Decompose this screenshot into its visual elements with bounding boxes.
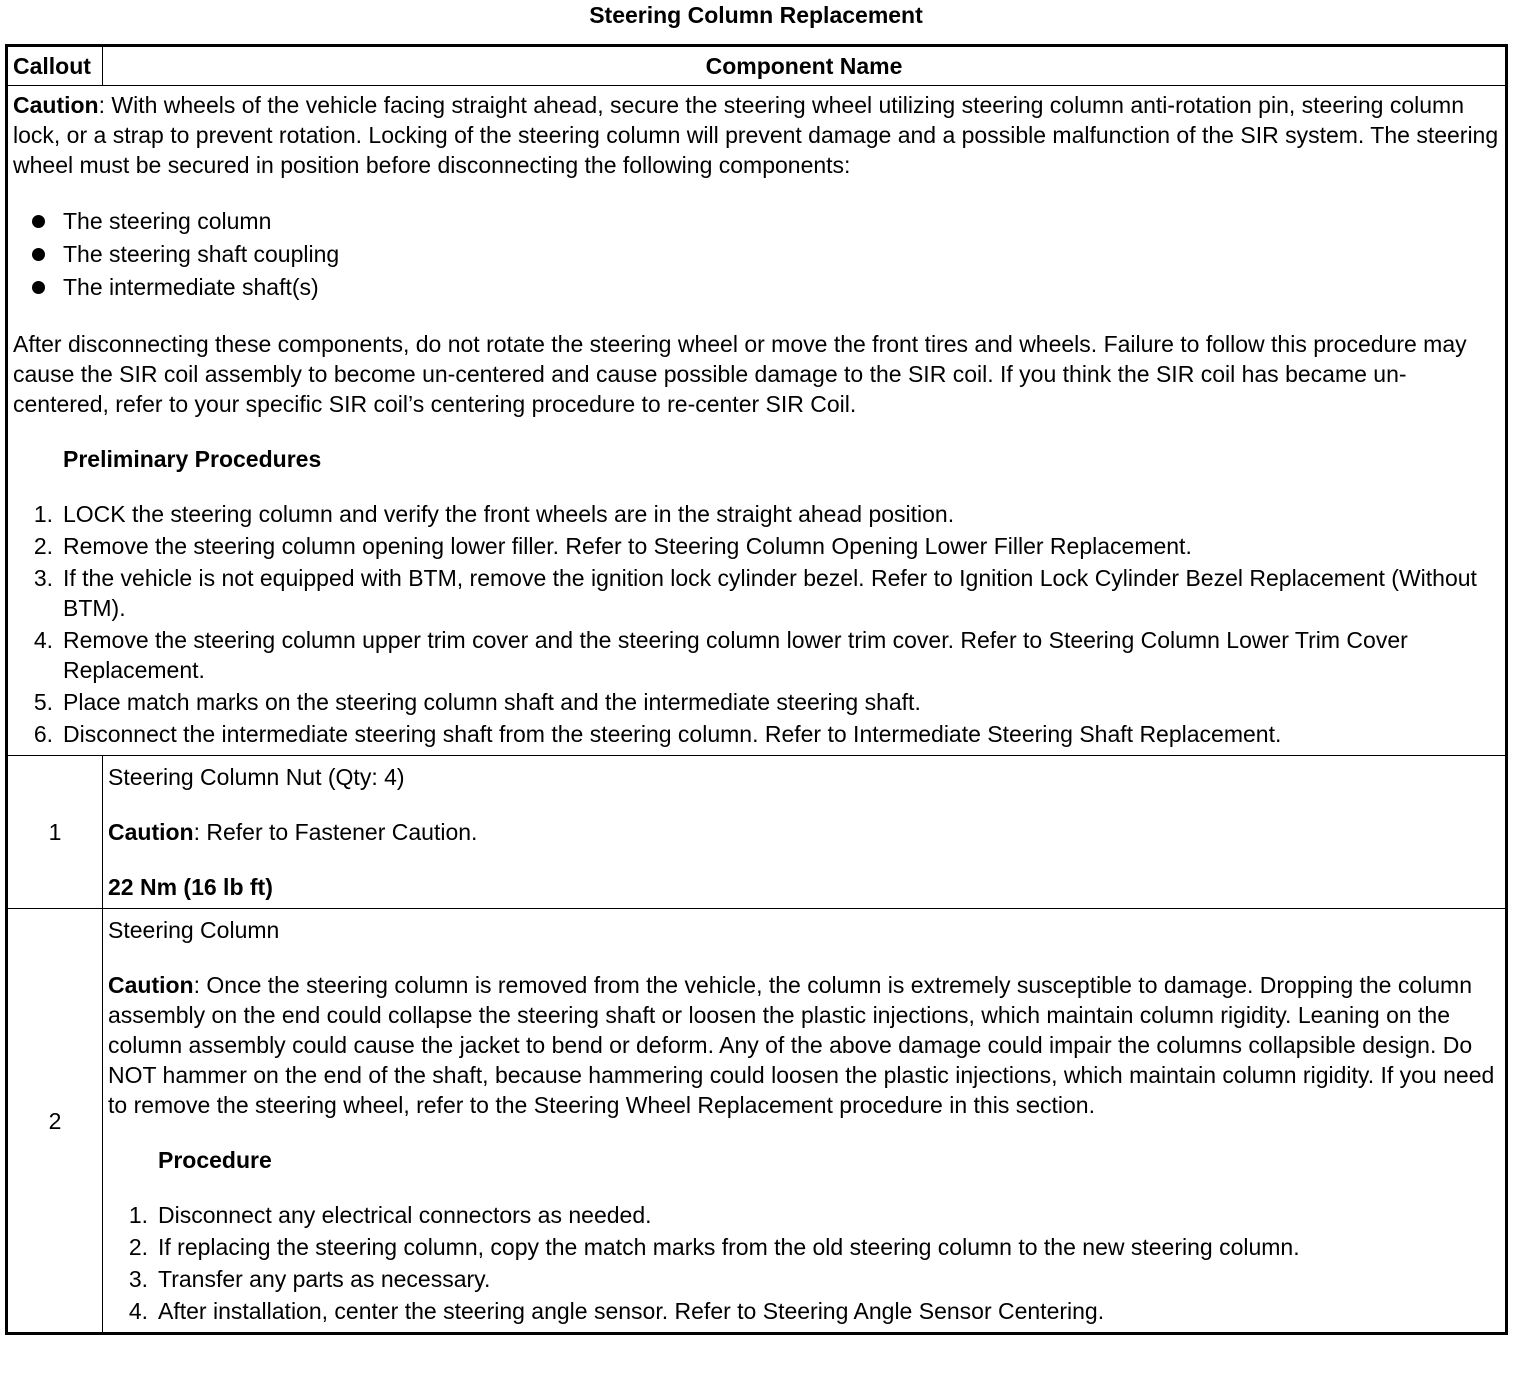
caution-text: : Refer to Fastener Caution. [193,819,478,845]
component-name-header: Component Name [103,46,1507,86]
caution-label: Caution [13,92,99,118]
table-header-row [7,46,1507,86]
list-item: 2. If replacing the steering column, copy the match marks from the old steering column to the new steering column. [128,1234,1300,1260]
list-item: 3. If the vehicle is not equipped with BTM, remove the ignition lock cylinder bezel. Refer to Ignition Lock Cylinder Bezel Replacement (Without BTM). [33,565,1477,621]
list-item: The steering shaft coupling [13,238,1500,271]
list-item: 4. After installation, center the steering angle sensor. Refer to Steering Angle Sensor Centering. [128,1298,1105,1324]
callout-number: 2 [7,909,103,1334]
callout-number: 1 [7,756,103,909]
component-name: Steering Column [108,917,280,943]
caution-label: Caution [108,819,194,845]
procedure-steps [108,1200,1500,1326]
list-item: 1. LOCK the steering column and verify the front wheels are in the straight ahead position. [33,501,955,527]
callout-header: Callout [7,46,103,86]
caution-label: Caution [108,972,194,998]
document-title: Steering Column Replacement [589,2,923,28]
list-item: 3. Transfer any parts as necessary. [128,1266,491,1292]
preliminary-procedures-heading: Preliminary Procedures [63,446,322,472]
component-bullet-list [13,205,1500,304]
intro-row [7,86,1507,756]
procedure-heading: Procedure [158,1147,272,1173]
list-item: 6. Disconnect the intermediate steering shaft from the steering column. Refer to Intermediate Steering Shaft Replacement. [33,721,1282,747]
after-disconnect-note: After disconnecting these components, do not rotate the steering wheel or move the front tires and wheels. Failure to follow this procedure may cause the SIR coil assembly to become un-centered and cause possible damage to the SIR coil. If you think the SIR coil has became un-centered, refer to your specific SIR coil’s centering procedure to re-center SIR Coil. [13,331,1467,417]
component-caution [108,970,1500,1120]
component-caution [108,817,1500,847]
list-item: 2. Remove the steering column opening lower filler. Refer to Steering Column Opening Lower Filler Replacement. [33,533,1192,559]
intro-caution [13,90,1500,180]
caution-text: : Once the steering column is removed from the vehicle, the column is extremely susceptible to damage. Dropping the column assembly on the end could collapse the steering shaft or loosen the plastic injections, which maintain column rigidity. Leaning on the column assembly could cause the jacket to bend or deform. Any of the above damage could impair the columns collapsible design. Do NOT hammer on the end of the shaft, because hammering could loosen the plastic injections, which maintain column rigidity. If you need to remove the steering wheel, refer to the Steering Wheel Replacement procedure in this section. [108,972,1495,1118]
list-item: 1. Disconnect any electrical connectors as needed. [128,1202,652,1228]
table-row [7,909,1507,1334]
component-table [5,44,1508,1335]
list-item: The steering column [13,205,1500,238]
list-item: 4. Remove the steering column upper trim cover and the steering column lower trim cover. Refer to Steering Column Lower Trim Cover Replacement. [33,627,1408,683]
component-cell [103,756,1507,909]
intro-cell [7,86,1507,756]
caution-text: : With wheels of the vehicle facing straight ahead, secure the steering wheel utilizing steering column anti-rotation pin, steering column lock, or a strap to prevent rotation. Locking of the steering column will prevent damage and a possible malfunction of the SIR system. The steering wheel must be secured in position before disconnecting the following components: [13,92,1499,178]
component-name: Steering Column Nut (Qty: 4) [108,764,405,790]
list-item: The intermediate shaft(s) [13,271,1500,304]
preliminary-steps [13,499,1500,749]
table-row [7,756,1507,909]
torque-spec: 22 Nm (16 lb ft) [108,874,273,900]
component-cell [103,909,1507,1334]
list-item: 5. Place match marks on the steering column shaft and the intermediate steering shaft. [33,689,921,715]
